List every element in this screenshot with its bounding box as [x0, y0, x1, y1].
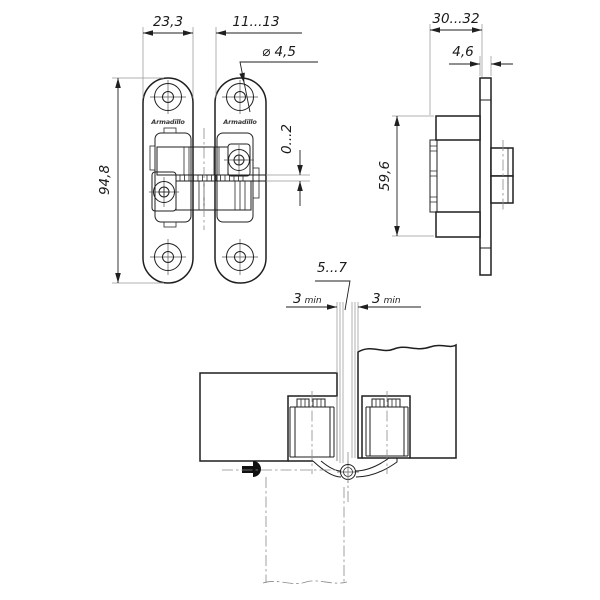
flange-plate	[480, 78, 491, 275]
brand-logo-right: Armadillo	[223, 118, 257, 126]
knuckle-lower	[491, 176, 513, 203]
front-view	[97, 14, 318, 283]
dimension-flange-thickness	[449, 44, 513, 76]
gap-edge-lines	[337, 302, 358, 463]
dimension-right-clearance	[358, 291, 421, 310]
dimension-body-height	[377, 116, 434, 236]
hinge-height-label: 94,8	[97, 164, 113, 196]
left-clearance-unit: min	[304, 296, 322, 306]
body-height-label: 59,6	[377, 160, 393, 192]
door-frame-section	[358, 345, 456, 458]
gap-label: 5...7	[316, 260, 348, 276]
adjustment-screw-side	[242, 461, 261, 477]
body-upper-block	[436, 116, 480, 140]
left-clearance-value: 3	[293, 291, 302, 307]
brand-logo-left: Armadillo	[151, 118, 185, 126]
body-lower-block	[436, 212, 480, 237]
side-view	[377, 11, 513, 275]
right-clearance-unit: min	[383, 296, 401, 306]
plate-width-label: 23,3	[152, 14, 184, 30]
plate-offset-label: 11...13	[232, 14, 280, 30]
open-door-phantom	[222, 452, 348, 584]
right-clearance-value: 3	[372, 291, 381, 307]
hinge-knuckle	[313, 458, 397, 483]
dimension-gap-adjust	[266, 124, 310, 206]
mortise-depth-label: 30...32	[432, 11, 480, 27]
knuckle-upper	[491, 148, 513, 176]
dimension-left-clearance	[286, 291, 337, 310]
left-clearance-label	[293, 291, 322, 307]
flange-thickness-label: 4,6	[452, 44, 474, 60]
section-view	[200, 260, 456, 584]
right-clearance-label	[372, 291, 401, 307]
hinge-cup-frame	[366, 391, 408, 474]
gap-adjust-label: 0...2	[279, 123, 295, 155]
door-leaf-section	[200, 373, 337, 461]
hole-diameter-label: ⌀ 4,5	[262, 44, 296, 60]
